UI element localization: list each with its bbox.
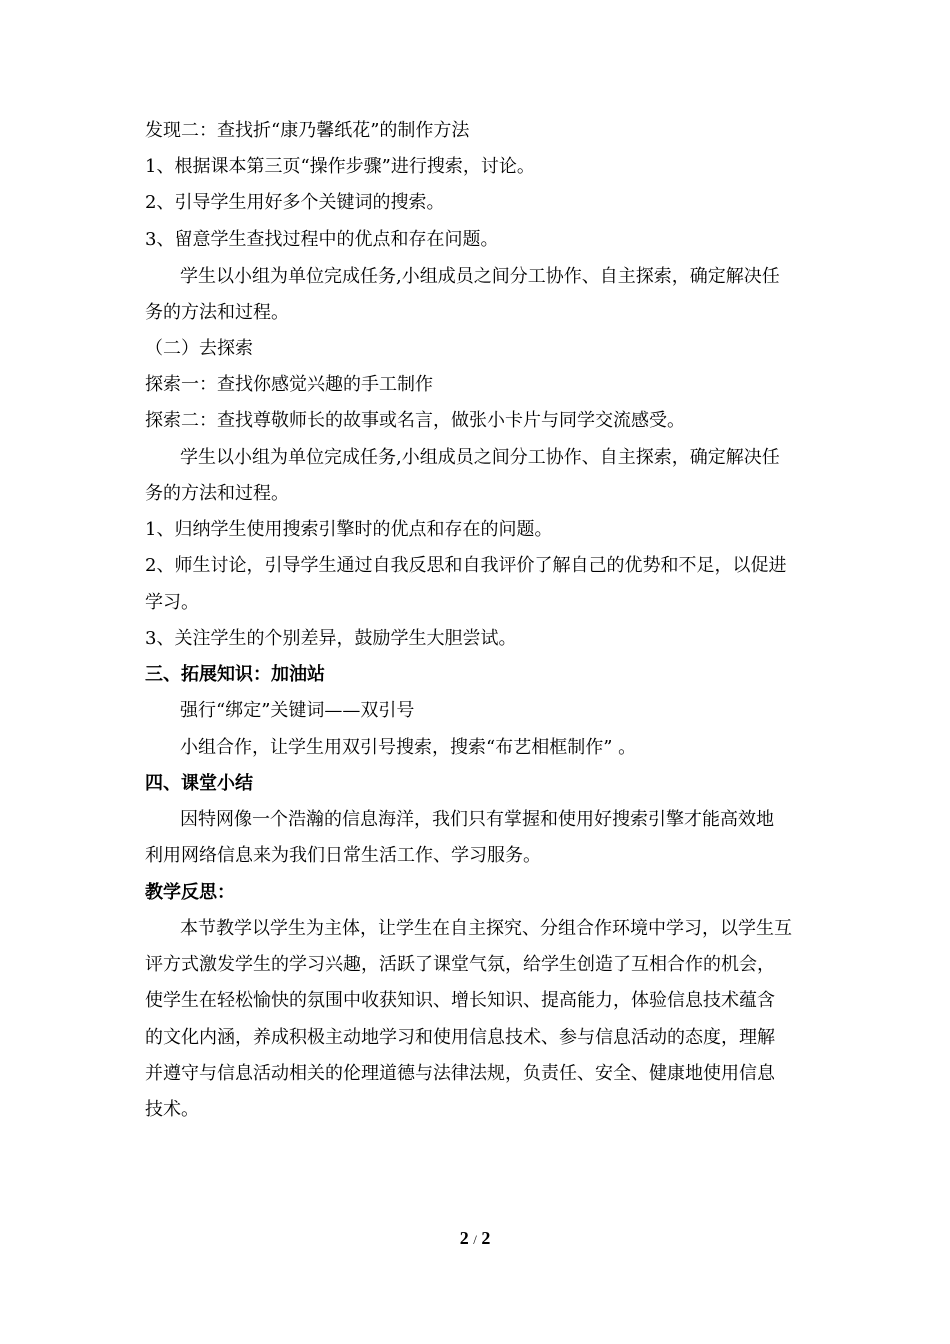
page-total: 2 [481,1228,491,1248]
paragraph-line: 务的方法和过程。 [145,302,289,323]
section-heading-extension: 三、拓展知识：加油站 [145,664,325,685]
list-item: 1、根据课本第三页“操作步骤”进行搜索，讨论。 [145,156,535,177]
paragraph-line: 小组合作，让学生用双引号搜索，搜索“布艺相框制作” 。 [180,737,637,758]
list-item: 1、归纳学生使用搜索引擎时的优点和存在的问题。 [145,519,553,540]
explore-one: 探索一：查找你感觉兴趣的手工制作 [145,374,433,395]
paragraph-line: 务的方法和过程。 [145,483,289,504]
section-heading-summary: 四、课堂小结 [145,773,253,794]
paragraph-line: 的文化内涵，养成积极主动地学习和使用信息技术、参与信息活动的态度，理解 [145,1027,775,1048]
discovery-two-heading: 发现二：查找折“康乃馨纸花”的制作方法 [145,120,470,141]
paragraph-line: 评方式激发学生的学习兴趣，活跃了课堂气氛，给学生创造了互相合作的机会， [145,954,775,975]
explore-two: 探索二：查找尊敬师长的故事或名言，做张小卡片与同学交流感受。 [145,410,685,431]
list-item: 2、引导学生用好多个关键词的搜索。 [145,192,445,213]
section-heading-explore: （二）去探索 [145,338,253,359]
paragraph-line: 使学生在轻松愉快的氛围中收获知识、增长知识、提高能力，体验信息技术蕴含 [145,990,775,1011]
page-separator: / [473,1232,477,1247]
paragraph-line: 利用网络信息来为我们日常生活工作、学习服务。 [145,845,541,866]
paragraph-line: 本节教学以学生为主体，让学生在自主探究、分组合作环境中学习，以学生互 [180,918,792,939]
paragraph-line: 因特网像一个浩瀚的信息海洋，我们只有掌握和使用好搜索引擎才能高效地 [180,809,774,830]
paragraph-line: 学生以小组为单位完成任务,小组成员之间分工协作、自主探索，确定解决任 [180,447,780,468]
paragraph-line: 强行“绑定”关键词——双引号 [180,700,415,721]
paragraph-line: 技术。 [145,1099,199,1120]
list-item-continued: 学习。 [145,592,199,613]
list-item: 3、关注学生的个别差异，鼓励学生大胆尝试。 [145,628,517,649]
section-heading-reflection: 教学反思： [145,882,235,903]
paragraph-line: 学生以小组为单位完成任务,小组成员之间分工协作、自主探索，确定解决任 [180,266,780,287]
paragraph-line: 并遵守与信息活动相关的伦理道德与法律法规，负责任、安全、健康地使用信息 [145,1063,775,1084]
list-item: 3、留意学生查找过程中的优点和存在问题。 [145,229,499,250]
page-number [0,1228,950,1249]
page-current: 2 [459,1228,469,1248]
list-item: 2、师生讨论，引导学生通过自我反思和自我评价了解自己的优势和不足，以促进 [145,555,787,576]
